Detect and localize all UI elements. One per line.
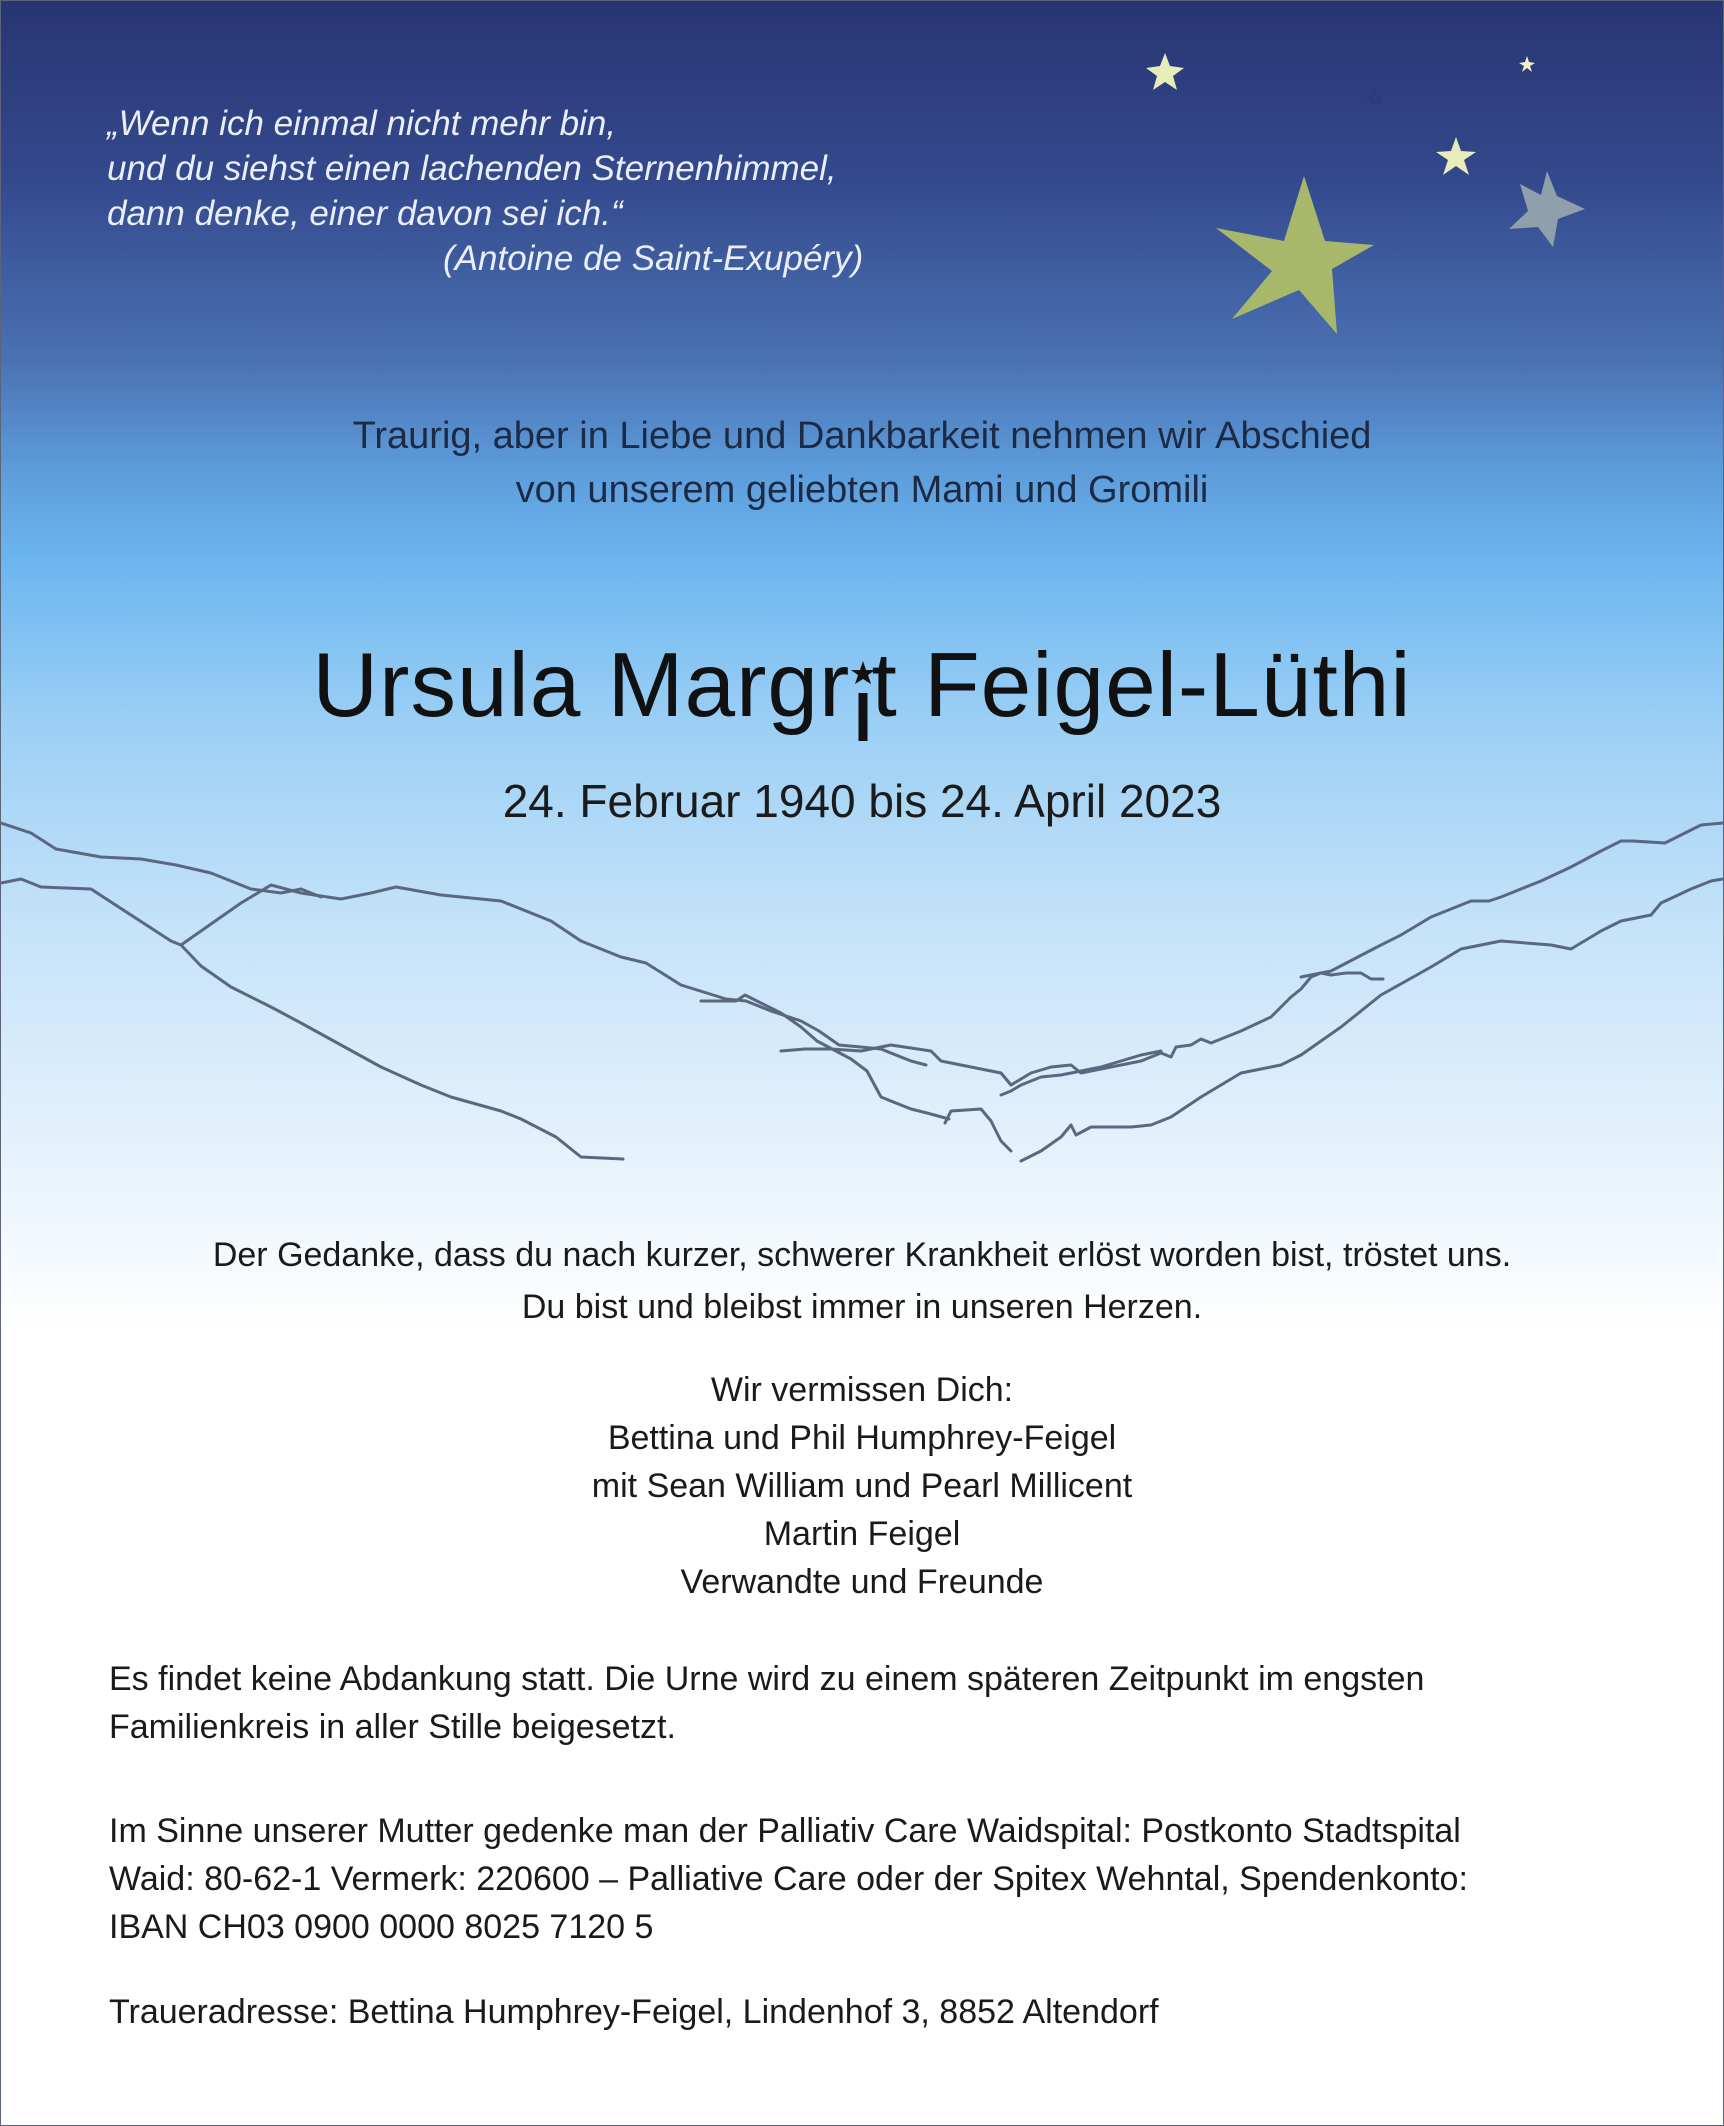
donation-line: IBAN CH03 0900 0000 8025 7120 5 (109, 1908, 654, 1946)
donation-line: Im Sinne unserer Mutter gedenke man der Palliativ Care Waidspital: Postkonto Stadtspital (109, 1812, 1461, 1850)
quote-line: dann denke, einer davon sei ich.“ (107, 194, 623, 233)
intro-line: von unserem geliebten Mami und Gromili (515, 469, 1209, 511)
mountain-ridge-left (1, 879, 926, 1065)
mountain-ridge-valley-left (945, 1109, 1011, 1151)
mourner: mit Sean William und Pearl Millicent (591, 1467, 1133, 1505)
name-part: t Feigel-Lüthi (871, 635, 1412, 736)
quote-line: „Wenn ich einmal nicht mehr bin, (107, 104, 617, 143)
donation-line: Waid: 80-62-1 Vermerk: 220600 – Palliative Care oder der Spitex Wehntal, Spendenkonto: (109, 1860, 1468, 1898)
ceremony-notice (109, 1655, 1669, 1751)
life-dates: 24. Februar 1940 bis 24. April 2023 (502, 775, 1222, 827)
mountain-ridge-back-right (1301, 823, 1723, 977)
consolation-text (1, 1229, 1723, 1333)
mountain-outline (1, 1, 1723, 1201)
mourning-address: Traueradresse: Bettina Humphrey-Feigel, Lindenhof 3, 8852 Altendorf (109, 1993, 1159, 2031)
mourners-list (1, 1366, 1723, 1606)
consolation-line: Der Gedanke, dass du nach kurzer, schwerer Krankheit erlöst worden bist, tröstet uns. (212, 1236, 1512, 1274)
mourner: Verwandte und Freunde (680, 1563, 1044, 1601)
quote-author: (Antoine de Saint-Exupéry) (443, 239, 864, 278)
ceremony-line: Es findet keine Abdankung statt. Die Urne wird zu einem späteren Zeitpunkt im engsten (109, 1660, 1425, 1698)
mountain-ridge-valley-right (1021, 879, 1723, 1161)
intro-line: Traurig, aber in Liebe und Dankbarkeit nehmen wir Abschied (352, 415, 1372, 457)
mourner: Martin Feigel (763, 1515, 961, 1553)
mountain-ridge-center-right (781, 973, 1383, 1085)
quote-line: und du siehst einen lachenden Sternenhimmel, (107, 149, 837, 188)
donation-notice (109, 1807, 1669, 1951)
name-part: Ursula Margr (312, 635, 851, 736)
ceremony-line: Familienkreis in aller Stille beigesetzt. (109, 1708, 676, 1746)
mourner: Bettina und Phil Humphrey-Feigel (607, 1419, 1117, 1457)
consolation-line: Du bist und bleibst immer in unseren Herzen. (521, 1288, 1203, 1326)
mourners-heading: Wir vermissen Dich: (710, 1371, 1014, 1409)
mountain-ridge-center (701, 995, 949, 1119)
mountain-ridge-left-lower (181, 945, 623, 1159)
